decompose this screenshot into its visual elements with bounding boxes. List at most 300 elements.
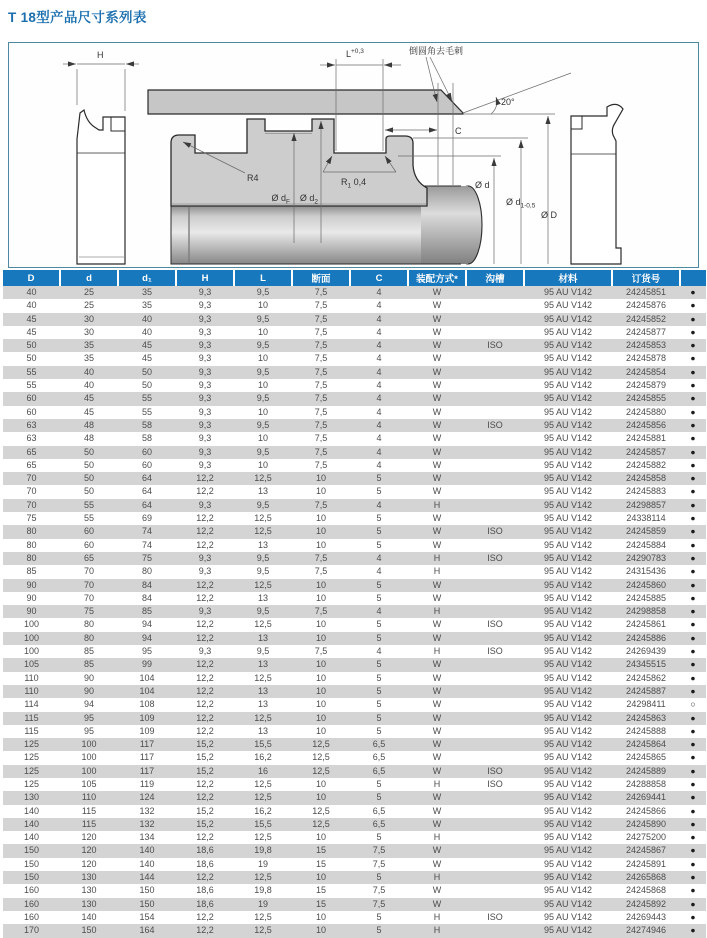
cell [466, 791, 524, 804]
cell: 50 [83, 486, 94, 497]
cell: 7,5 [372, 858, 386, 869]
cell [466, 592, 524, 605]
column-header-H: H [176, 270, 234, 286]
column-header-L: L [234, 270, 292, 286]
cell [466, 299, 524, 312]
cell: 95 AU V142 [543, 805, 593, 816]
table-row [3, 911, 706, 924]
housing-bar [148, 73, 571, 114]
cell [466, 658, 524, 671]
cell: 9,5 [256, 340, 270, 351]
cell: 9,5 [256, 499, 270, 510]
availability-dot: ● [690, 592, 696, 603]
cell: 4 [376, 393, 382, 404]
cell: 24275200 [625, 832, 667, 843]
cell [466, 352, 524, 365]
cell: 15 [315, 885, 326, 896]
cell: 24245878 [625, 353, 667, 364]
cell: 70 [83, 592, 94, 603]
cell: 9,5 [256, 393, 270, 404]
cell: W [432, 659, 442, 670]
cell: ISO [487, 419, 503, 430]
cell: 90 [83, 672, 94, 683]
cell: 7,5 [314, 566, 328, 577]
cell: 9,3 [198, 566, 212, 577]
availability-dot: ● [690, 459, 696, 470]
cell: W [432, 459, 442, 470]
cell: 10 [257, 353, 268, 364]
cell: 10 [315, 699, 326, 710]
cell: 30 [83, 313, 94, 324]
cell: 95 AU V142 [543, 659, 593, 670]
availability-dot: ○ [690, 699, 696, 710]
cell: 12,5 [254, 925, 272, 936]
cell: 10 [315, 486, 326, 497]
cell: 120 [81, 845, 97, 856]
cell: 60 [83, 539, 94, 550]
cell: 24245859 [625, 526, 667, 537]
cell: 5 [376, 778, 382, 789]
diameter-label-d2: Ø $d_2$ [299, 193, 318, 206]
table-row [3, 392, 706, 405]
table-row [3, 658, 706, 671]
cell: 24298411 [626, 699, 666, 710]
availability-dot: ● [690, 366, 696, 377]
cell: 9,3 [198, 606, 212, 617]
cell: 95 AU V142 [543, 446, 593, 457]
table-row [3, 618, 706, 631]
cell: 24245883 [625, 486, 667, 497]
availability-dot: ● [690, 911, 696, 922]
cell [466, 485, 524, 498]
table-row [3, 685, 706, 698]
cell: 24245858 [625, 473, 667, 484]
cell: 50 [83, 473, 94, 484]
cell: 130 [81, 872, 97, 883]
availability-dot: ● [690, 778, 696, 789]
table-row [3, 871, 706, 884]
cell: H [433, 499, 441, 510]
cell: 65 [26, 459, 37, 470]
cell: 104 [139, 685, 155, 696]
cell: 70 [26, 486, 37, 497]
cell: 50 [141, 380, 152, 391]
cell: 100 [23, 646, 40, 657]
availability-dot: ● [690, 765, 696, 776]
cell: 94 [141, 619, 152, 630]
cell: 94 [141, 632, 152, 643]
cell [466, 366, 524, 379]
cell: 10 [315, 911, 326, 922]
cell: 9,3 [198, 499, 212, 510]
cell: 115 [24, 712, 39, 723]
cell: W [432, 313, 442, 324]
cell: 110 [24, 672, 39, 683]
cell: 85 [141, 606, 152, 617]
cell: 95 AU V142 [543, 898, 593, 909]
cell [466, 924, 524, 937]
cell: 19 [257, 898, 268, 909]
cell: 95 [141, 646, 152, 657]
cell: 69 [141, 513, 152, 524]
table-row [3, 831, 706, 844]
cell: 95 AU V142 [543, 619, 593, 630]
cell: 24245868 [625, 885, 667, 896]
cell: 12,5 [254, 911, 272, 922]
cell: 100 [81, 765, 97, 776]
cell: 80 [83, 632, 94, 643]
cell: 95 AU V142 [543, 672, 593, 683]
cell: 9,5 [256, 566, 270, 577]
cell: 5 [376, 911, 382, 922]
cell: 10 [257, 459, 268, 470]
cell: 160 [23, 885, 40, 896]
dim-label-h: H [97, 50, 104, 60]
cell: 5 [376, 632, 382, 643]
cell: 108 [139, 699, 155, 710]
cell: 35 [141, 287, 152, 297]
availability-dot: ● [690, 885, 696, 896]
availability-dot: ● [690, 872, 696, 883]
cell: W [432, 340, 442, 351]
cell: W [432, 818, 442, 829]
cell: 50 [83, 446, 94, 457]
cell: 9,3 [198, 300, 212, 311]
cell: 95 AU V142 [543, 752, 593, 763]
cell: 9,3 [198, 646, 212, 657]
cell: 15,5 [254, 818, 272, 829]
cell: W [432, 672, 442, 683]
cell: 95 AU V142 [543, 486, 593, 497]
cell: W [432, 725, 442, 736]
cell: 7,5 [314, 326, 328, 337]
table-row [3, 698, 706, 711]
cell: 60 [26, 393, 37, 404]
table-row [3, 446, 706, 459]
cell: 104 [139, 672, 155, 683]
cell: 84 [141, 579, 152, 590]
cell: 90 [26, 606, 37, 617]
cell: H [433, 646, 441, 657]
cell: 7,5 [314, 393, 328, 404]
radius-label-r4: R4 [247, 173, 259, 183]
cell: 5 [376, 712, 382, 723]
cell: 9,3 [198, 340, 212, 351]
cell: W [432, 300, 442, 311]
table-row [3, 366, 706, 379]
cell: 24315436 [625, 566, 667, 577]
cell: 13 [257, 699, 268, 710]
cell: 12,5 [312, 752, 330, 763]
cell: 4 [376, 459, 382, 470]
cell: 95 AU V142 [543, 765, 593, 776]
cell: ISO [487, 646, 503, 657]
diameter-label-d: Ø d [475, 180, 490, 190]
cell: 24245885 [625, 592, 667, 603]
cell: 90 [83, 685, 94, 696]
cell: W [432, 353, 442, 364]
cell [466, 379, 524, 392]
cell: 10 [315, 725, 326, 736]
cell: 65 [83, 552, 94, 563]
cell: 5 [376, 513, 382, 524]
cell: 7,5 [314, 433, 328, 444]
cell: 95 AU V142 [543, 473, 593, 484]
cell: H [433, 832, 441, 843]
cell: W [432, 845, 442, 856]
cell: 55 [141, 406, 152, 417]
column-header-availability [680, 270, 706, 286]
cell: 9,3 [198, 366, 212, 377]
table-row [3, 313, 706, 326]
cell: 9,5 [256, 287, 270, 297]
cell: 9,3 [198, 406, 212, 417]
cell: W [432, 792, 442, 803]
cell [466, 406, 524, 419]
radius-label-r1: $R_1$ 0,4 [341, 177, 367, 190]
cell [466, 472, 524, 485]
availability-dot: ● [690, 579, 696, 590]
cell: 95 AU V142 [543, 606, 593, 617]
cell: W [432, 885, 442, 896]
cell: 5 [376, 725, 382, 736]
cell: 7,5 [372, 845, 386, 856]
cell: W [432, 287, 442, 297]
cell: 24245852 [625, 313, 667, 324]
cell [466, 459, 524, 472]
cell: 5 [376, 925, 382, 936]
cell: 12,2 [196, 592, 214, 603]
cell: 110 [24, 685, 39, 696]
cell: 100 [23, 619, 40, 630]
cell: 10 [315, 619, 326, 630]
cell: W [432, 805, 442, 816]
cell [466, 499, 524, 512]
cell: W [432, 419, 442, 430]
cell: 95 AU V142 [543, 725, 593, 736]
cell: 95 AU V142 [543, 579, 593, 590]
availability-dot: ● [690, 792, 696, 803]
cell: 12,2 [196, 685, 214, 696]
cell: 12,5 [254, 526, 272, 537]
cell: 24245879 [625, 380, 667, 391]
cell: 25 [83, 300, 94, 311]
table-row [3, 485, 706, 498]
diameter-label-df: Ø $d_F$ [271, 193, 290, 206]
cell: 9,5 [256, 646, 270, 657]
cell: 4 [376, 353, 382, 364]
availability-dot: ● [690, 925, 696, 936]
availability-dot: ● [690, 419, 696, 430]
cell [466, 565, 524, 578]
availability-dot: ● [690, 287, 696, 297]
cell: 35 [83, 353, 94, 364]
cell: 12,2 [196, 725, 214, 736]
cell: 100 [81, 739, 97, 750]
cell: 4 [376, 419, 382, 430]
cell: 115 [81, 818, 97, 829]
cell: 12,5 [312, 805, 330, 816]
cell: 105 [23, 659, 40, 670]
cell: 4 [376, 313, 382, 324]
cell: 6,5 [372, 805, 386, 816]
cell: 150 [23, 858, 40, 869]
cell: 55 [83, 499, 94, 510]
cell: 18,6 [196, 845, 214, 856]
cell: 40 [141, 326, 152, 337]
cell: 12,5 [254, 778, 272, 789]
cell: 45 [83, 393, 94, 404]
cell: 9,3 [198, 433, 212, 444]
table-row [3, 539, 706, 552]
cell: 95 AU V142 [543, 592, 593, 603]
cell: 9,5 [256, 446, 270, 457]
availability-dot: ● [690, 832, 696, 843]
cell: 4 [376, 326, 382, 337]
cell: 9,5 [256, 419, 270, 430]
table-row [3, 924, 706, 937]
cell: 95 AU V142 [543, 739, 593, 750]
cell: 12,5 [254, 792, 272, 803]
cell: 120 [81, 858, 97, 869]
cell: 50 [141, 366, 152, 377]
page-title: T 18型产品尺寸系列表 [8, 10, 147, 25]
cell: 140 [139, 845, 155, 856]
cell: 65 [26, 446, 37, 457]
cell: 7,5 [314, 353, 328, 364]
cell: 9,3 [198, 446, 212, 457]
cell: 117 [139, 752, 155, 763]
cell: 5 [376, 473, 382, 484]
cell: 48 [83, 419, 94, 430]
cell: 58 [141, 419, 152, 430]
cell: 7,5 [314, 300, 328, 311]
cell: W [432, 619, 442, 630]
cell [466, 512, 524, 525]
cell: 35 [83, 340, 94, 351]
cell: 95 AU V142 [543, 818, 593, 829]
availability-dot: ● [690, 725, 696, 736]
table-row [3, 632, 706, 645]
cell: 10 [315, 539, 326, 550]
availability-dot: ● [690, 326, 696, 337]
cell: W [432, 326, 442, 337]
table-row [3, 339, 706, 352]
cell: 95 [83, 725, 94, 736]
cell: 80 [26, 526, 37, 537]
cell [466, 392, 524, 405]
cell: 55 [26, 380, 37, 391]
cell: 130 [81, 885, 97, 896]
cell: 7,5 [314, 313, 328, 324]
table-row [3, 645, 706, 658]
table-row [3, 419, 706, 432]
cell: 9,5 [256, 366, 270, 377]
availability-dot: ● [690, 539, 696, 550]
cell: 150 [139, 898, 155, 909]
cell: 12,2 [196, 672, 214, 683]
cell: W [432, 433, 442, 444]
cell: 12,2 [196, 699, 214, 710]
availability-dot: ● [690, 473, 696, 484]
cell: 10 [315, 872, 326, 883]
cell: 5 [376, 592, 382, 603]
cell: 63 [26, 433, 37, 444]
table-row [3, 751, 706, 764]
cell: 95 AU V142 [543, 885, 593, 896]
cell: 84 [141, 592, 152, 603]
cell: 100 [81, 752, 97, 763]
cell: W [432, 752, 442, 763]
table-row [3, 605, 706, 618]
cell: 5 [376, 579, 382, 590]
cell: H [433, 925, 441, 936]
cell: 12,2 [196, 526, 214, 537]
cell: 13 [257, 539, 268, 550]
cell: 12,2 [196, 632, 214, 643]
cell: 15 [315, 898, 326, 909]
cell: 24245865 [625, 752, 667, 763]
cell [466, 725, 524, 738]
cell: 4 [376, 552, 382, 563]
cell: 12,5 [254, 513, 272, 524]
cell: 24245882 [625, 459, 667, 470]
cell: 117 [139, 765, 155, 776]
availability-dot: ● [690, 739, 696, 750]
availability-dot: ● [690, 818, 696, 829]
angle-label: 20° [501, 97, 515, 107]
cell: W [432, 739, 442, 750]
availability-dot: ● [690, 659, 696, 670]
cell: 24245888 [625, 725, 667, 736]
cell: 75 [83, 606, 94, 617]
availability-dot: ● [690, 712, 696, 723]
cell: 144 [139, 872, 155, 883]
table-row [3, 579, 706, 592]
cell: 140 [23, 818, 40, 829]
availability-dot: ● [690, 858, 696, 869]
cell: 115 [81, 805, 97, 816]
diameter-label-big-d: Ø D [541, 210, 558, 220]
cell: H [433, 911, 441, 922]
cell: 80 [26, 552, 37, 563]
cell: 24245884 [625, 539, 667, 550]
cell: 24245876 [625, 300, 667, 311]
cell: 119 [139, 778, 155, 789]
cell: 160 [23, 898, 40, 909]
cell: W [432, 858, 442, 869]
cell: W [432, 685, 442, 696]
cell: 45 [141, 340, 152, 351]
table-row [3, 672, 706, 685]
cell: 45 [26, 313, 37, 324]
cell: 13 [257, 592, 268, 603]
cell: W [432, 526, 442, 537]
cell: 19,8 [254, 885, 272, 896]
cell [466, 738, 524, 751]
cell: 9,3 [198, 313, 212, 324]
cell: 10 [315, 592, 326, 603]
cell: 55 [83, 513, 94, 524]
cell: W [432, 898, 442, 909]
cell: 7,5 [314, 646, 328, 657]
cell: 70 [26, 499, 37, 510]
cell: 150 [23, 845, 40, 856]
cell: 45 [83, 406, 94, 417]
cell: 24290783 [625, 552, 667, 563]
technical-drawing [9, 43, 698, 267]
cell: 12,2 [196, 925, 214, 936]
